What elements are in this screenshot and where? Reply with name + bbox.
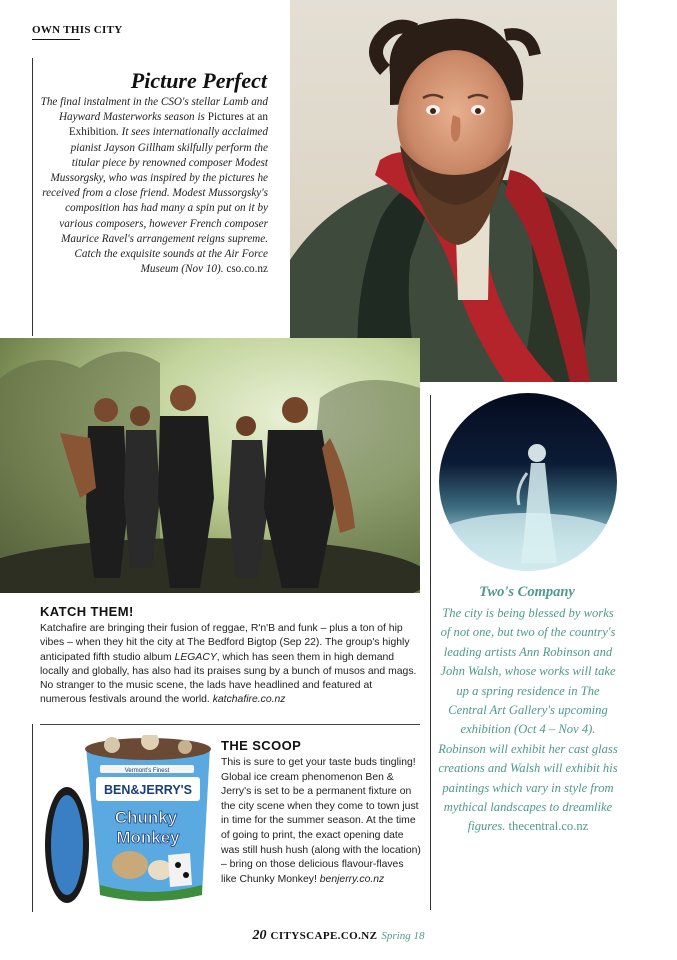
tub-small-label: Vermont's Finest xyxy=(124,768,170,774)
tub-flavor-line2: Monkey xyxy=(116,828,180,847)
section-label: OWN THIS CITY xyxy=(32,24,123,36)
picture-perfect-rule xyxy=(32,58,33,336)
pp-body-intro: The final instalment in the CSO's stellar Lamb and Hayward Masterworks season is xyxy=(40,96,268,124)
magazine-name: CITYSCAPE.CO.NZ xyxy=(270,930,378,942)
sc-body-main: This is sure to get your taste buds tingling! Global ice cream phenomenon Ben & Jerry's is set to be a permanent fixture on the city scene when they come to town just in time for the summer season. At the time of going to print, the exact opening date was still hush hush (along with the location) – bring on those delicious flavour-flaves like Chunky Monkey! xyxy=(221,757,421,885)
tub-flavor-line1: Chunky xyxy=(114,808,178,827)
katchafire-band-photo xyxy=(0,338,420,593)
composer-portrait-art xyxy=(290,0,617,382)
tub-brand: BEN&JERRY'S xyxy=(104,783,192,797)
sc-link[interactable]: benjerry.co.nz xyxy=(319,873,385,885)
band-photo-art xyxy=(0,338,420,593)
composer-portrait-image xyxy=(290,0,617,382)
katch-them-title: KATCH THEM! xyxy=(40,604,134,619)
section-divider xyxy=(40,724,420,725)
pp-body-link[interactable]: cso.co.nz xyxy=(226,263,268,276)
issue-label: Spring 18 xyxy=(381,930,425,942)
picture-perfect-body xyxy=(40,95,268,277)
picture-perfect-title: Picture Perfect xyxy=(130,68,267,93)
kt-link[interactable]: katchafire.co.nz xyxy=(212,694,286,706)
pp-body-show: Pictures at an Exhibition xyxy=(68,111,268,139)
section-label-underline xyxy=(32,39,80,40)
kt-body-main: Katchafire are bringing their fusion of reggae, R'n'B and funk – plus a ton of hip vibes – when they hit the city at The Bedford Bigtop (Sep 22). The group's highly anticipated fifth studio album xyxy=(40,623,410,663)
kt-album: LEGACY xyxy=(174,651,217,663)
page-footer xyxy=(0,928,677,944)
the-scoop-body xyxy=(221,756,421,887)
ice-cream-tub-image xyxy=(40,735,216,907)
pp-body-main: . It sees internationally acclaimed pianist Jayson Gillham skilfully perform the titular piece by renowned composer Modest Mussorgsky, who was inspired by the pictures he received from a close friend. Modest Mussorgsky's composition has had many a spin put on it by various composers, however French composer Maurice Ravel's arrangement reigns supreme. Catch the exquisite sounds at the Air Force Museum (Nov 10). xyxy=(42,126,268,276)
kt-body-rest: , which has seen them in high demand locally and globally, has also had its praises sung by a bunch of musos and mags. No stranger to the music scene, the lads have headlined and featured at numerous festivals around the world. xyxy=(40,651,417,706)
tc-link[interactable]: thecentral.co.nz xyxy=(508,819,589,834)
glass-figure-art xyxy=(439,393,617,571)
katch-them-body xyxy=(40,622,421,708)
page-number: 20 xyxy=(252,928,267,943)
twos-company-body xyxy=(438,604,618,837)
right-column-rule xyxy=(430,395,431,910)
the-scoop-title: THE SCOOP xyxy=(221,738,302,753)
tc-body-main: The city is being blessed by works of not one, but two of the country's leading artists Ann Robinson and John Walsh, whose works will take up a spring residence in The Central Art Gallery's upcoming exhibition (Oct 4 – Nov 4). Robinson will exhibit her cast glass creations and Walsh will exhibit his paintings which vary in style from mythical landscapes to dreamlike figures. xyxy=(438,606,618,834)
twos-company-title: Two's Company xyxy=(479,584,575,600)
glass-figure-circle-image xyxy=(439,393,617,571)
ice-cream-tub-art xyxy=(40,735,216,907)
scoop-rule xyxy=(32,724,33,912)
